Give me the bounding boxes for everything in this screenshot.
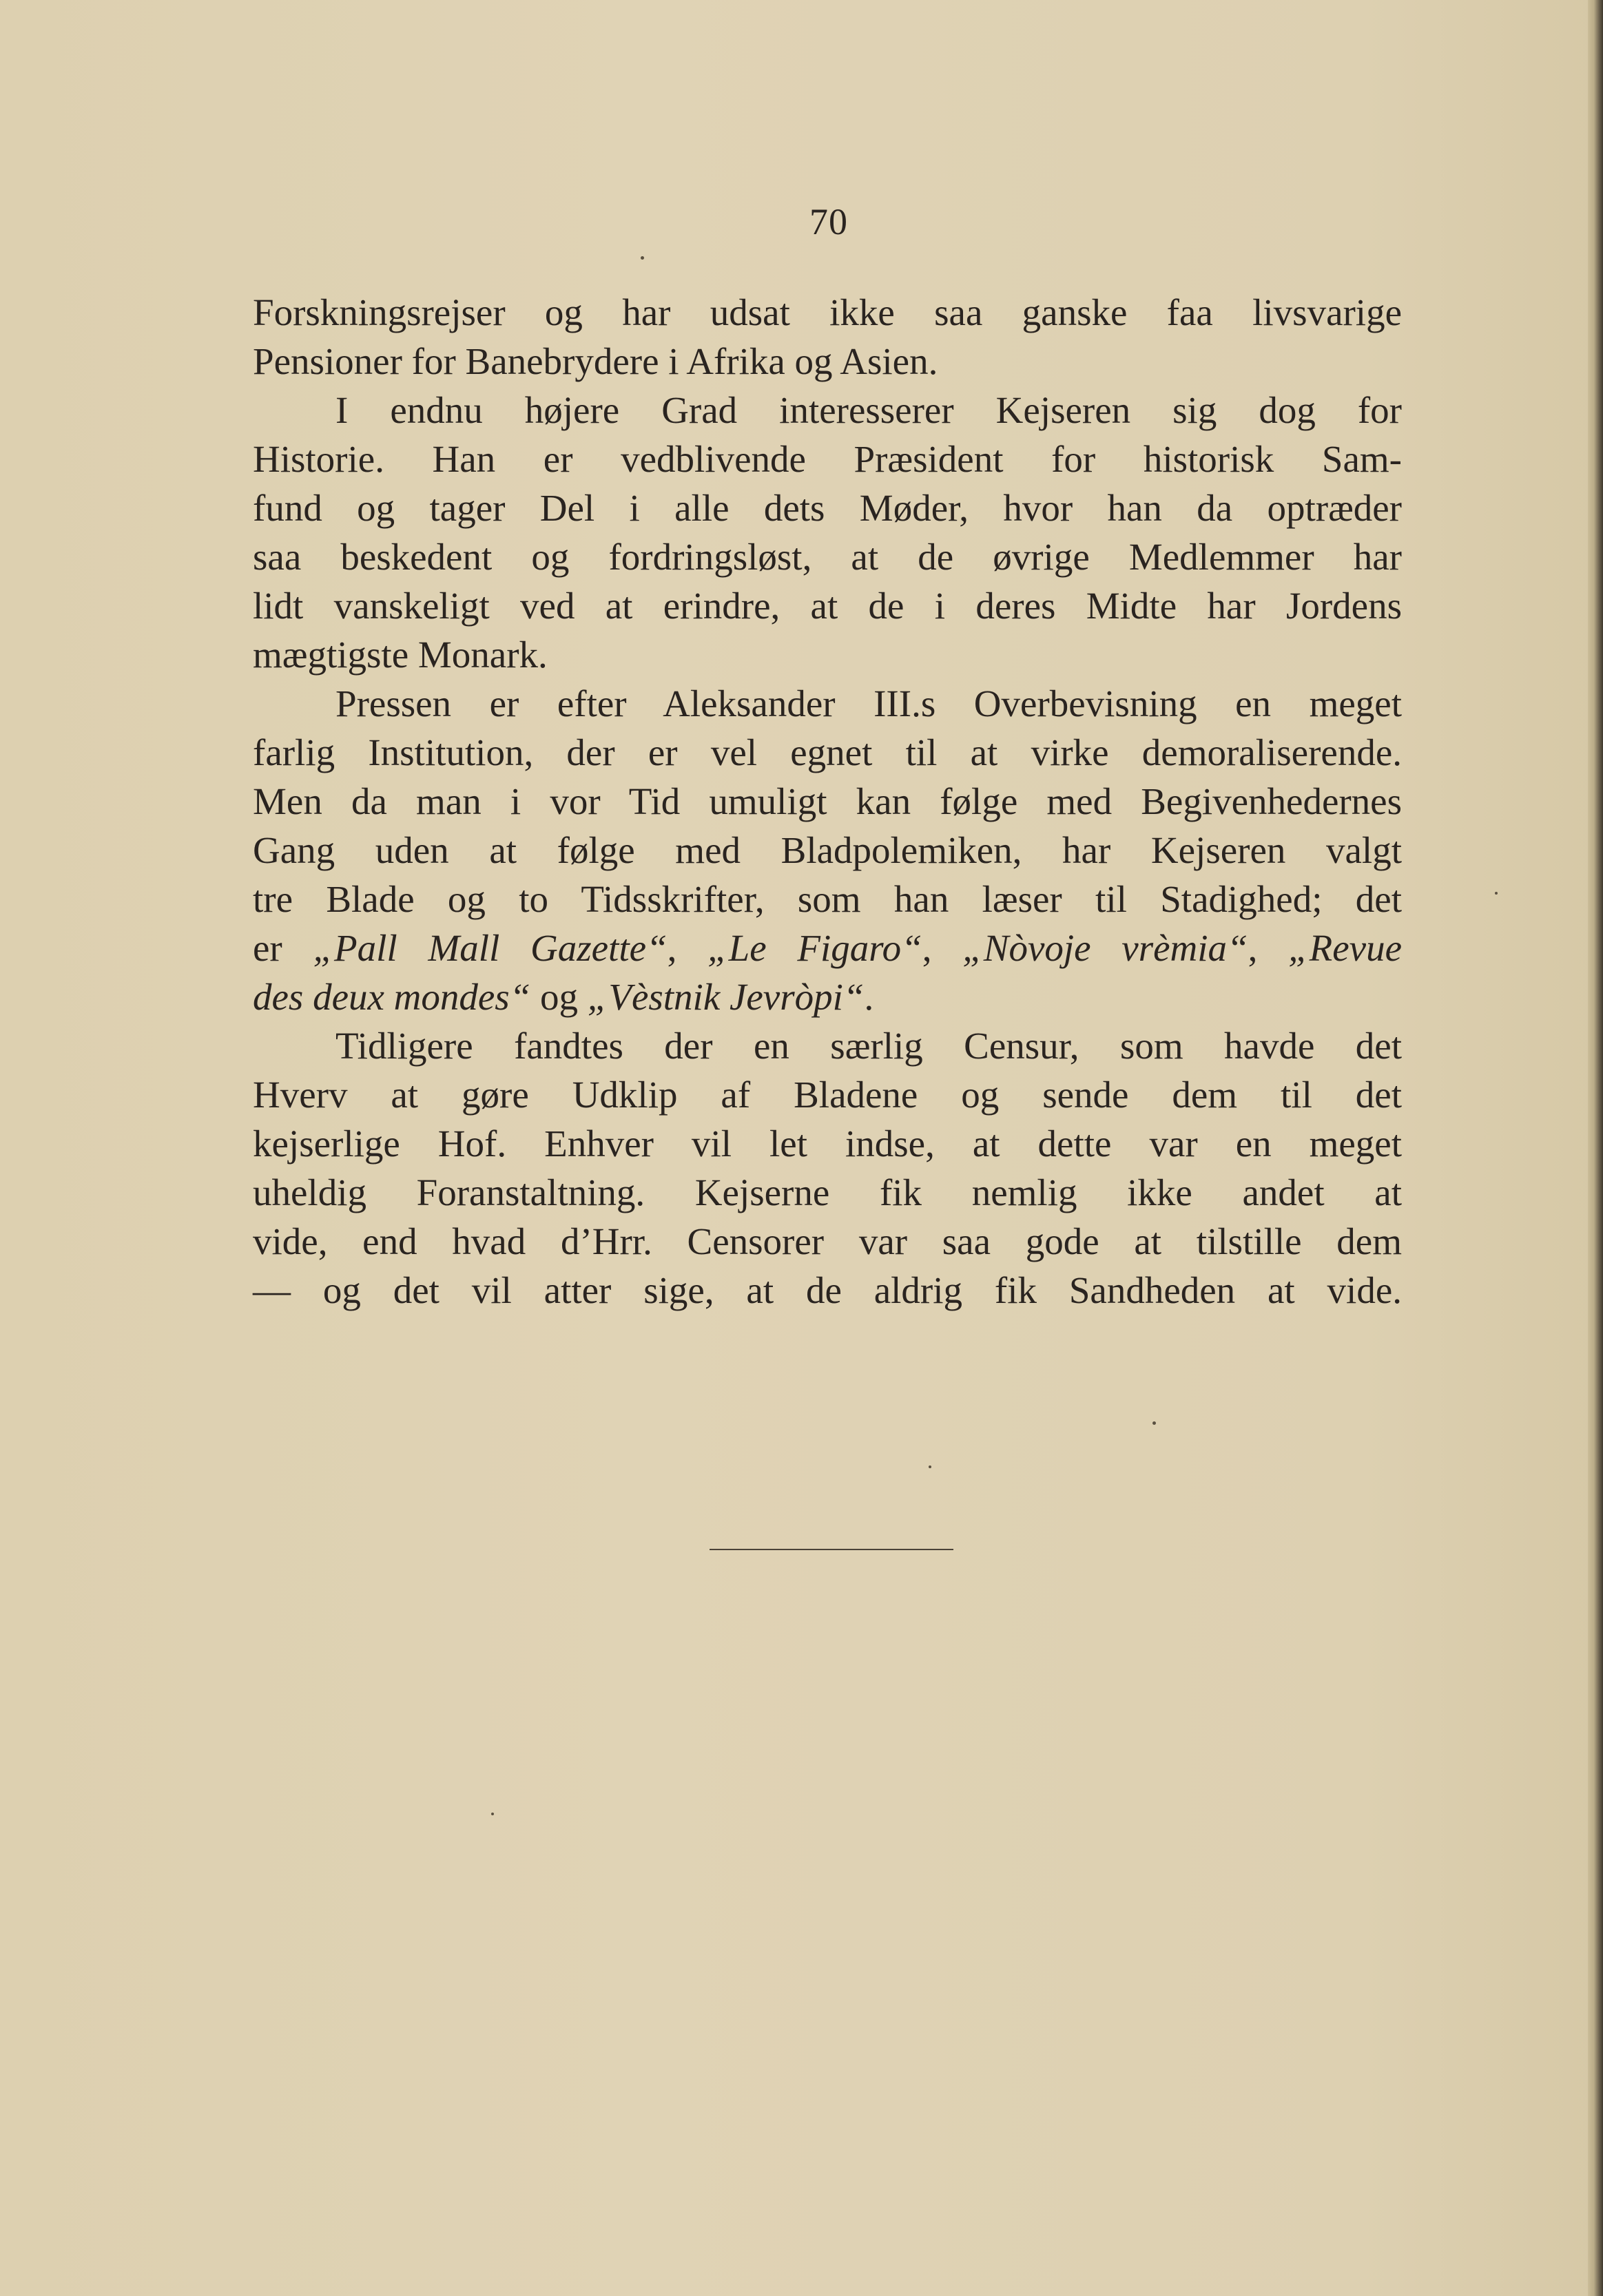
text-line: Hverv at gøre Udklip af Bladene og sende dem til det: [253, 1074, 1402, 1116]
title-pall-mall-gazette: „Pall Mall Gazette“: [313, 927, 668, 969]
text-line: uheldig Foranstaltning. Kejserne fik nemlig ikke andet at: [253, 1171, 1402, 1213]
comma: ,: [667, 927, 677, 969]
comma: ,: [1248, 927, 1258, 969]
title-revue-end: des deux mondes“: [253, 976, 531, 1018]
text-line: Forskningsrejser og har udsat ikke saa ganske faa livsvarige: [253, 291, 1402, 333]
text-line: I endnu højere Grad interesserer Kejseren sig dog for: [335, 389, 1402, 431]
text-line: vide, end hvad d’Hrr. Censorer var saa gode at tilstille dem: [253, 1220, 1402, 1262]
text-line: Tidligere fandtes der en særlig Censur, som havde det: [335, 1025, 1402, 1067]
title-vestnik-jevropi: „Vèstnik Jevròpi“: [587, 976, 865, 1018]
paper-speck: [1152, 1421, 1156, 1425]
text-line: Historie. Han er vedblivende Præsident for historisk Sam-: [253, 438, 1402, 480]
text-line: Pressen er efter Aleksander III.s Overbevisning en meget: [335, 682, 1402, 724]
body-text: [253, 288, 1402, 1315]
period: .: [864, 976, 874, 1018]
end-rule: [710, 1549, 953, 1550]
text-line: Pensioner for Banebrydere i Afrika og Asien.: [253, 340, 938, 382]
title-le-figaro: „Le Figaro“: [707, 927, 922, 969]
text-line-with-titles: [253, 923, 1402, 972]
text-line-with-titles: [253, 972, 1402, 1021]
paper-speck: [929, 1465, 931, 1468]
paper-speck: [641, 256, 644, 260]
text-line: farlig Institution, der er vel egnet til at virke demoraliserende.: [253, 731, 1402, 773]
title-novoje-vremia: „Nòvoje vrèmia“: [962, 927, 1248, 969]
text-line: kejserlige Hof. Enhver vil let indse, at dette var en meget: [253, 1123, 1402, 1165]
paper-speck: [1495, 892, 1498, 895]
text-line: fund og tager Del i alle dets Møder, hvor han da optræder: [253, 487, 1402, 529]
paper-speck: [491, 1813, 494, 1815]
page-binding-edge: [1588, 0, 1603, 2296]
text-line: lidt vanskeligt ved at erindre, at de i deres Midte har Jordens: [253, 585, 1402, 627]
title-revue-start: „Revue: [1288, 927, 1402, 969]
text-line: Men da man i vor Tid umuligt kan følge med Begivenhedernes: [253, 780, 1402, 822]
text-line: Gang uden at følge med Bladpolemiken, har Kejseren valgt: [253, 829, 1402, 871]
comma: ,: [922, 927, 932, 969]
text-line: saa beskedent og fordringsløst, at de øvrige Medlemmer har: [253, 536, 1402, 578]
text-line: mægtigste Monark.: [253, 634, 548, 676]
text-line: — og det vil atter sige, at de aldrig fik Sandheden at vide.: [253, 1269, 1402, 1311]
page-number: 70: [809, 201, 848, 242]
text-fragment: er: [253, 927, 313, 969]
conjunction: og: [540, 976, 579, 1018]
text-line: tre Blade og to Tidsskrifter, som han læser til Stadighed; det: [253, 878, 1402, 920]
